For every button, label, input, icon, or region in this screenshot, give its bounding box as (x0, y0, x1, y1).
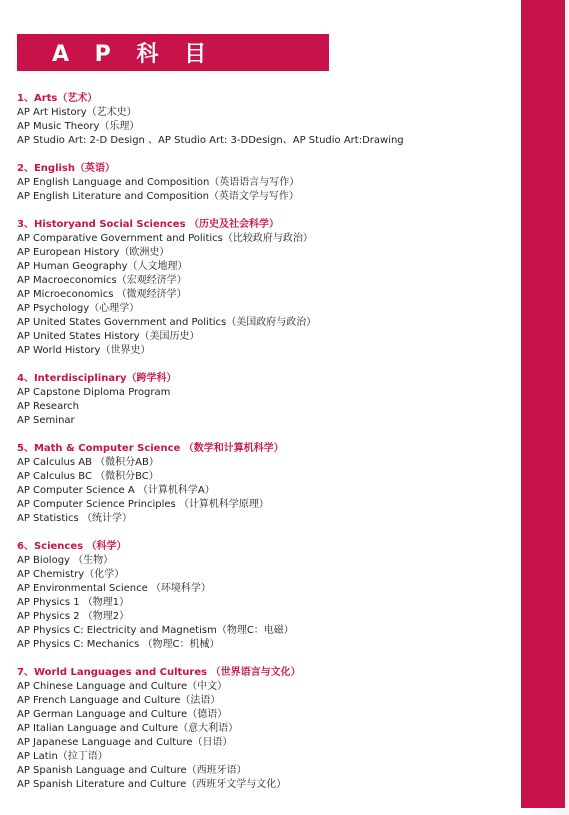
course-item: AP Spanish Language and Culture（西班牙语） (17, 765, 247, 776)
course-item: AP Statistics （统计学） (17, 513, 132, 524)
course-item: AP Biology （生物） (17, 555, 114, 566)
course-section (17, 372, 497, 428)
course-section (17, 442, 497, 526)
course-item: AP Psychology（心理学） (17, 303, 140, 314)
course-item: AP Japanese Language and Culture（日语） (17, 737, 233, 748)
section-heading: 4、Interdisciplinary（跨学科） (17, 373, 177, 384)
course-item: AP Capstone Diploma Program (17, 387, 171, 398)
section-heading: 5、Math & Computer Science （数学和计算机科学） (17, 443, 284, 454)
section-heading: 3、Historyand Social Sciences （历史及社会科学） (17, 219, 280, 230)
course-item: AP Physics C: Mechanics （物理C：机械） (17, 639, 220, 650)
course-item: AP Computer Science A （计算机科学A） (17, 485, 215, 496)
title-banner (17, 34, 329, 71)
course-item: AP Physics C: Electricity and Magnetism（物理C：电磁） (17, 625, 294, 636)
course-sections (17, 92, 497, 792)
course-item: AP Physics 2 （物理2） (17, 611, 130, 622)
course-section (17, 92, 497, 148)
course-item: AP European History（欧洲史） (17, 247, 170, 258)
course-section (17, 540, 497, 652)
course-item: AP Studio Art: 2-D Design 、AP Studio Art: 3-DDesign、AP Studio Art:Drawing (17, 135, 404, 146)
course-item: AP Calculus AB （微积分AB） (17, 457, 159, 468)
course-item: AP Latin（拉丁语） (17, 751, 108, 762)
course-item: AP Human Geography（人文地理） (17, 261, 188, 272)
course-section (17, 162, 497, 204)
course-item: AP German Language and Culture（德语） (17, 709, 228, 720)
course-section (17, 666, 497, 792)
course-item: AP Calculus BC （微积分BC） (17, 471, 159, 482)
course-item: AP United States Government and Politics（美国政府与政治） (17, 317, 317, 328)
course-item: AP Microeconomics （微观经济学） (17, 289, 187, 300)
course-item: AP Italian Language and Culture（意大利语） (17, 723, 239, 734)
course-item: AP Music Theory（乐理） (17, 121, 140, 132)
course-item: AP Research (17, 401, 79, 412)
section-heading: 6、Sciences （科学） (17, 541, 127, 552)
page-title: A P 科 目 (52, 42, 216, 67)
side-accent-bar (521, 0, 565, 808)
course-section (17, 218, 497, 358)
section-heading: 1、Arts（艺术） (17, 93, 98, 104)
course-item: AP Macroeconomics（宏观经济学） (17, 275, 187, 286)
section-heading: 7、World Languages and Cultures （世界语言与文化） (17, 667, 301, 678)
course-item: AP Chinese Language and Culture（中文） (17, 681, 228, 692)
course-item: AP English Literature and Composition（英语文学与写作） (17, 191, 299, 202)
course-item: AP United States History（美国历史） (17, 331, 200, 342)
course-item: AP Comparative Government and Politics（比较政府与政治） (17, 233, 313, 244)
course-item: AP Spanish Literature and Culture（西班牙文学与文化） (17, 779, 287, 790)
course-item: AP French Language and Culture（法语） (17, 695, 221, 706)
course-item: AP Seminar (17, 415, 75, 426)
course-item: AP Environmental Science （环境科学） (17, 583, 211, 594)
section-heading: 2、English（英语） (17, 163, 115, 174)
course-item: AP Art History（艺术史） (17, 107, 137, 118)
course-item: AP Computer Science Principles （计算机科学原理） (17, 499, 269, 510)
course-item: AP Physics 1 （物理1） (17, 597, 130, 608)
course-item: AP Chemistry（化学） (17, 569, 125, 580)
course-item: AP English Language and Composition（英语语言与写作） (17, 177, 300, 188)
course-item: AP World History（世界史） (17, 345, 151, 356)
